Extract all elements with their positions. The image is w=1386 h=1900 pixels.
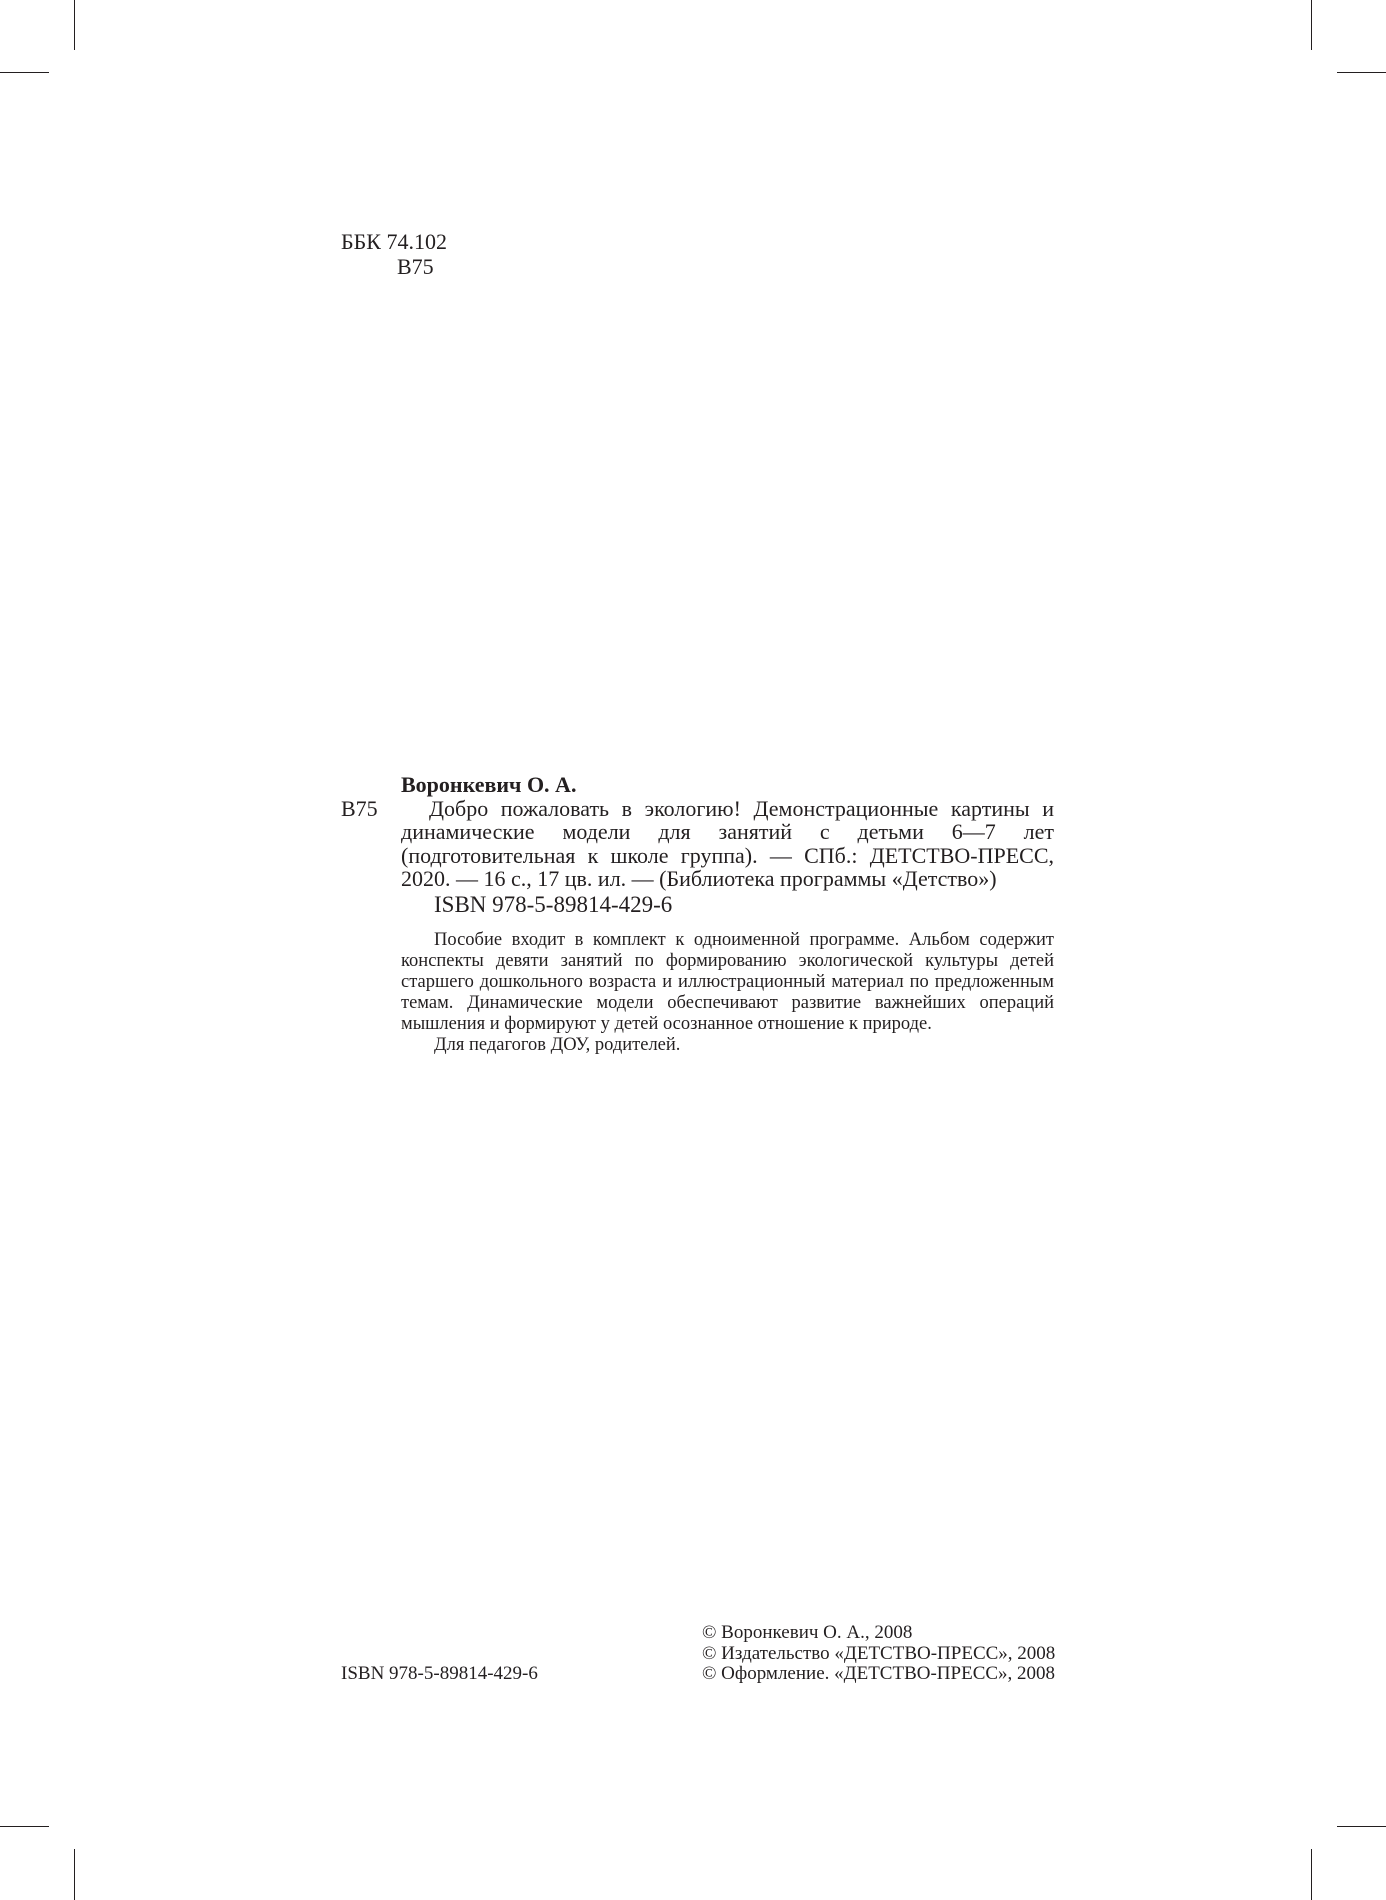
crop-mark-bottom-left-h xyxy=(0,1826,49,1827)
crop-mark-top-right-h xyxy=(1337,72,1386,73)
card-entry-mark: В75 xyxy=(341,795,378,821)
classification-block xyxy=(341,229,447,279)
copyright-block xyxy=(702,1623,1055,1685)
copyright-author: © Воронкевич О. А., 2008 xyxy=(702,1622,913,1643)
author-mark: В75 xyxy=(397,254,434,279)
copyright-design: © Оформление. «ДЕТСТВО-ПРЕСС», 2008 xyxy=(702,1663,1056,1684)
card-annotation xyxy=(401,930,1054,1056)
crop-mark-bottom-right-h xyxy=(1337,1826,1386,1827)
crop-mark-top-left xyxy=(74,0,75,50)
card-entry xyxy=(341,795,1054,891)
catalog-card xyxy=(341,773,1054,1056)
crop-mark-bottom-left xyxy=(74,1849,75,1900)
bbk-code: ББК 74.102 xyxy=(341,229,447,254)
copyright-publisher: © Издательство «ДЕТСТВО-ПРЕСС», 2008 xyxy=(702,1642,1056,1664)
footer-isbn: ISBN 978-5-89814-429-6 xyxy=(341,1663,538,1684)
card-author: Воронкевич О. А. xyxy=(401,772,577,797)
crop-mark-top-right xyxy=(1311,0,1312,50)
crop-mark-bottom-right xyxy=(1311,1849,1312,1900)
crop-mark-top-left-h xyxy=(0,72,49,73)
card-isbn: ISBN 978-5-89814-429-6 xyxy=(434,891,673,917)
annotation-paragraph: Пособие входит в комплект к одноименной программе. Альбом содержит конспекты девяти занятий по формированию экологической культуры детей старшего дошкольного возраста и иллюстрационный материал по предложенным темам. Динамические модели обеспечивают развитие важнейших операций мышления и формируют у детей осознанное отношение к природе. xyxy=(401,929,1054,1034)
annotation-audience: Для педагогов ДОУ, родителей. xyxy=(434,1034,681,1055)
card-description: Добро пожаловать в экологию! Демонстрационные картины и динамические модели для занятий с детьми 6—7 лет (подготовительная к школе группа). — СПб.: ДЕТСТВО-ПРЕСС, 2020. — 16 с., 17 цв. ил. — (Библиотека программы «Детство») xyxy=(401,795,1054,891)
